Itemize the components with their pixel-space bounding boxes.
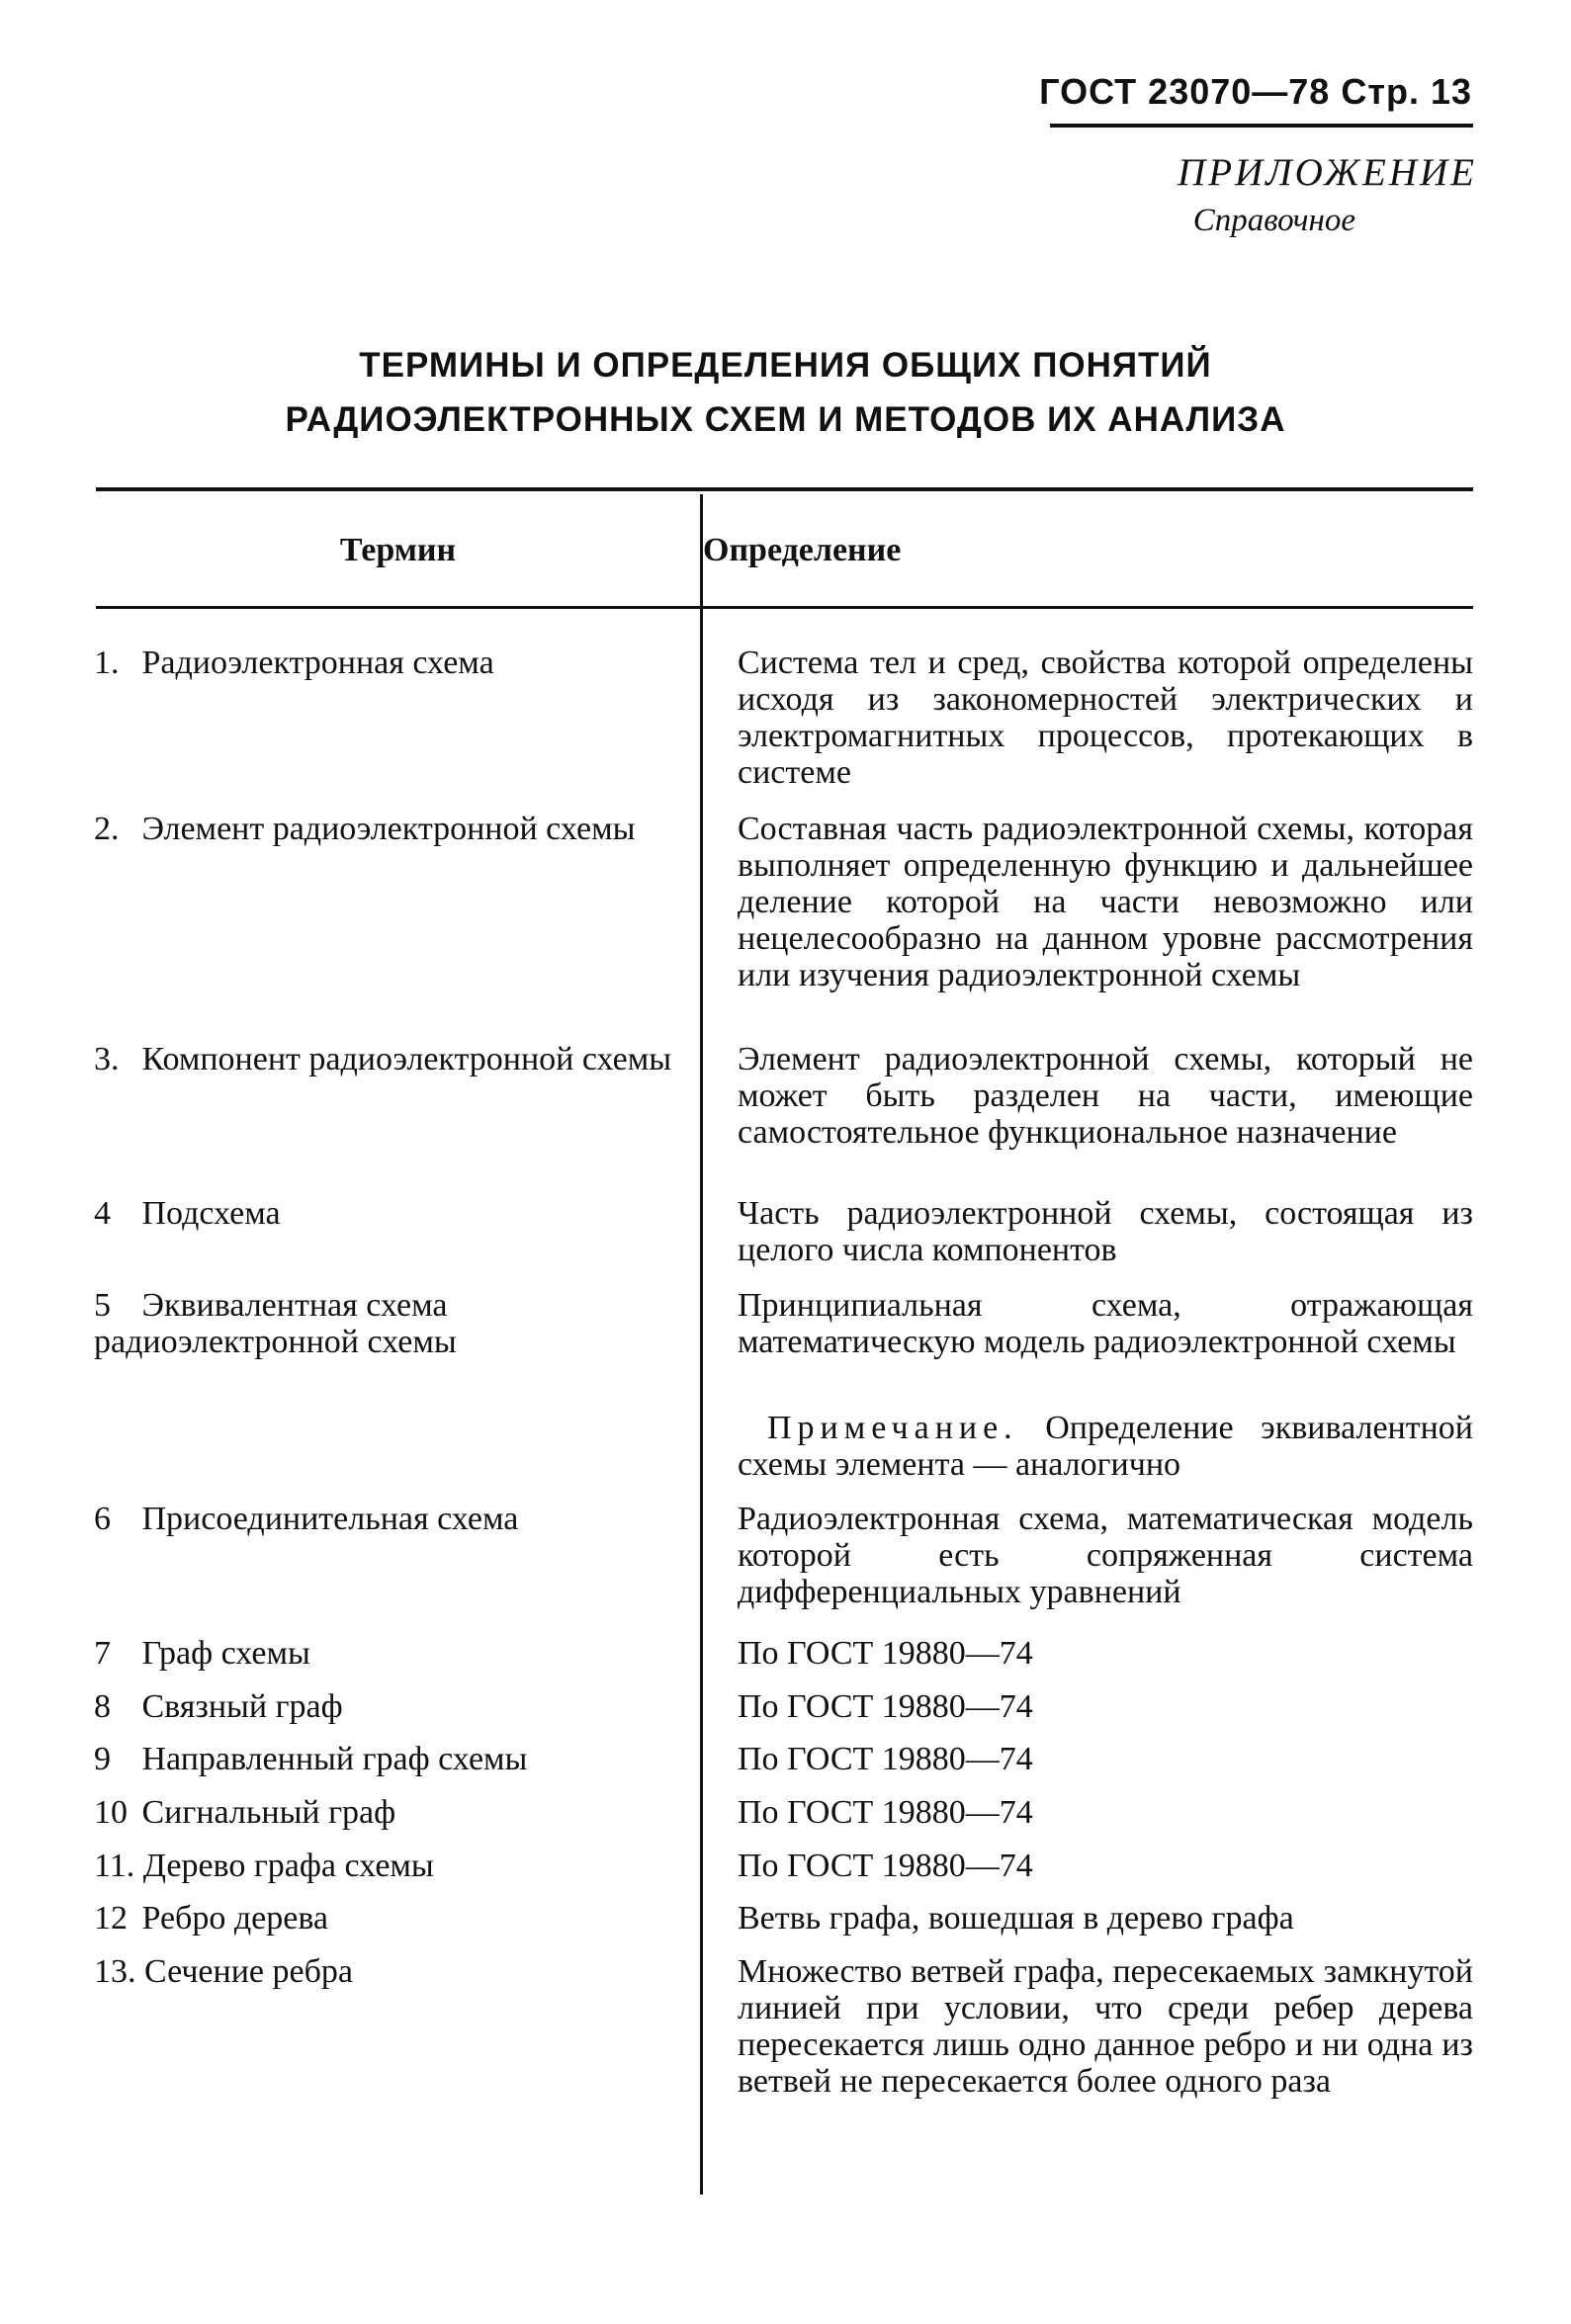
term-text: Сигнальный граф xyxy=(141,1794,396,1831)
term-text: Присоединительная схема xyxy=(141,1501,519,1537)
definition-cell: По ГОСТ 19880—74 xyxy=(738,1741,1033,1777)
term-text: Эквивалентная схема радиоэлектронной схемы xyxy=(94,1287,457,1360)
term-number: 9 xyxy=(94,1741,111,1777)
definition-cell: Система тел и сред, свойства которой определены исходя из закономерностей электрических и электромагнитных процессов, протекающих в системе xyxy=(738,645,1473,791)
term-number: 10 xyxy=(94,1794,128,1831)
term-number: 8 xyxy=(94,1688,111,1725)
term-text: Сечение ребра xyxy=(144,1953,353,1990)
term-cell xyxy=(94,1953,687,1990)
definition-cell: По ГОСТ 19880—74 xyxy=(738,1635,1033,1672)
document-title-line-1: ТЕРМИНЫ И ОПРЕДЕЛЕНИЯ ОБЩИХ ПОНЯТИЙ xyxy=(359,346,1212,385)
column-header-term: Термин xyxy=(339,532,457,568)
definition-cell: По ГОСТ 19880—74 xyxy=(738,1794,1033,1831)
term-number: 6 xyxy=(94,1501,111,1537)
term-cell xyxy=(94,1501,687,1537)
term-cell xyxy=(94,1794,687,1831)
term-text: Компонент радиоэлектронной схемы xyxy=(141,1041,672,1077)
term-cell xyxy=(94,1041,687,1077)
definition-cell: Ветвь графа, вошедшая в дерево графа xyxy=(738,1900,1294,1937)
definition-cell: Принципиальная схема, отражающая математическую модель радиоэлектронной схемы xyxy=(738,1287,1473,1360)
term-cell xyxy=(94,811,683,847)
definition-cell: Часть радиоэлектронной схемы, состоящая из целого числа компонентов xyxy=(738,1195,1473,1268)
term-text: Элемент радиоэлектронной схемы xyxy=(141,811,636,847)
term-cell xyxy=(94,1741,687,1777)
appendix-label: ПРИЛОЖЕНИЕ xyxy=(1178,151,1477,194)
term-text: Радиоэлектронная схема xyxy=(141,645,494,681)
term-cell xyxy=(94,1688,687,1725)
term-cell xyxy=(94,1287,687,1360)
document-title-line-2: РАДИОЭЛЕКТРОННЫХ СХЕМ И МЕТОДОВ ИХ АНАЛИЗА xyxy=(285,400,1286,439)
definition-cell: По ГОСТ 19880—74 xyxy=(738,1848,1033,1884)
term-number: 7 xyxy=(94,1635,111,1672)
term-text: Направленный граф схемы xyxy=(141,1741,528,1777)
definition-cell: Радиоэлектронная схема, математическая модель которой есть сопряженная система дифференциальных уравнений xyxy=(738,1501,1473,1610)
term-cell xyxy=(94,1900,687,1937)
term-number: 4 xyxy=(94,1195,111,1232)
note-label: Примечание. xyxy=(767,1410,1018,1446)
header-rule xyxy=(1050,124,1473,128)
term-text: Граф схемы xyxy=(141,1635,310,1672)
note-text: Определение эквивалентной схемы элемента — аналогично xyxy=(738,1410,1473,1483)
definition-cell: Множество ветвей графа, пересекаемых замкнутой линией при условии, что среди ребер дерева пересекается лишь одно данное ребро и ни одна из ветвей не пересекается более одного раза xyxy=(738,1953,1473,2100)
term-cell xyxy=(94,645,687,681)
term-number: 1. xyxy=(94,645,120,681)
term-number: 5 xyxy=(94,1287,111,1324)
term-cell xyxy=(94,1635,687,1672)
table-header-rule xyxy=(96,606,1473,609)
table-column-divider xyxy=(700,494,703,2195)
term-text: Связный граф xyxy=(141,1688,343,1725)
term-number: 13. xyxy=(94,1953,136,1990)
definition-cell: Элемент радиоэлектронной схемы, который не может быть разделен на части, имеющие самостоятельное функциональное назначение xyxy=(738,1041,1473,1151)
definition-cell: Составная часть радиоэлектронной схемы, которая выполняет определенную функцию и дальнейшее деление которой на части невозможно или нецелесообразно на данном уровне рассмотрения или изучения радиоэлектронной схемы xyxy=(738,811,1473,993)
page-header: ГОСТ 23070—78 Стр. 13 xyxy=(1039,71,1472,112)
term-number: 2. xyxy=(94,811,120,847)
term-text: Дерево графа схемы xyxy=(142,1848,434,1884)
column-header-definition: Определение xyxy=(703,532,902,568)
term-number: 12 xyxy=(94,1900,128,1937)
definition-note xyxy=(738,1410,1473,1483)
definition-cell: По ГОСТ 19880—74 xyxy=(738,1688,1033,1725)
table-top-rule xyxy=(96,487,1473,491)
appendix-type: Справочное xyxy=(1192,203,1355,238)
term-text: Подсхема xyxy=(141,1195,281,1232)
term-text: Ребро дерева xyxy=(141,1900,329,1937)
term-number: 11. xyxy=(94,1848,135,1884)
term-cell xyxy=(94,1195,687,1232)
term-number: 3. xyxy=(94,1041,120,1077)
term-cell xyxy=(94,1848,687,1884)
